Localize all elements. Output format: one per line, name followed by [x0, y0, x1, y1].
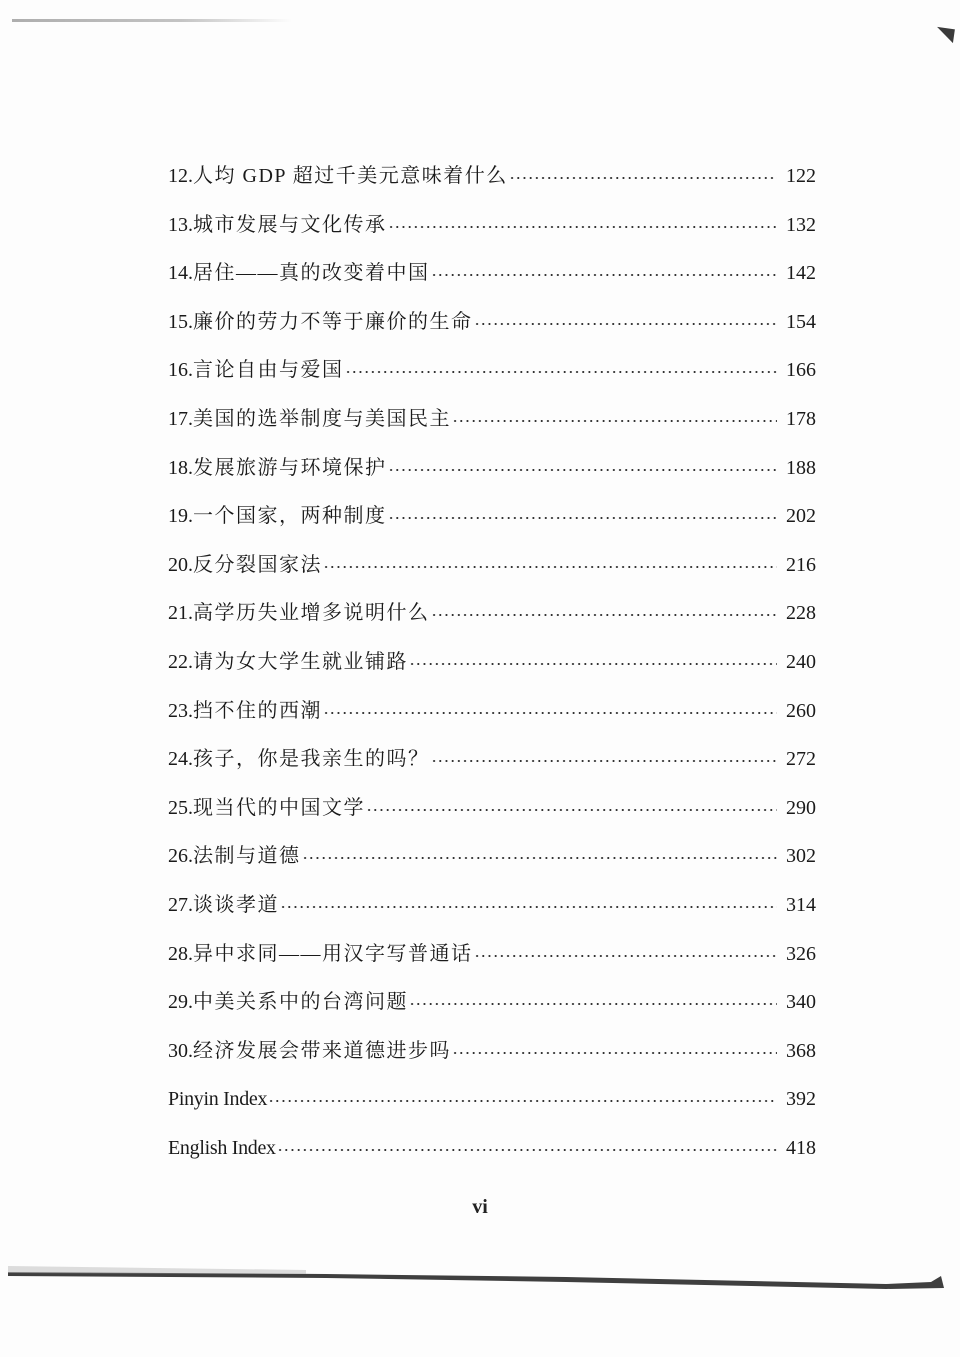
toc-entry-title: Pinyin Index [168, 1088, 268, 1111]
toc-entry[interactable] [168, 881, 816, 930]
dot-leader [409, 987, 777, 1007]
toc-entry-title: 21.高学历失业增多说明什么 [168, 602, 430, 625]
toc-page-number: 202 [786, 505, 816, 528]
toc-page-number: 132 [786, 213, 816, 236]
toc-page-number: 240 [786, 650, 816, 673]
toc-entry[interactable] [168, 152, 816, 201]
toc-entry-title: 22.请为女大学生就业铺路 [168, 650, 408, 673]
toc-entry[interactable] [168, 298, 816, 347]
toc-page-number: 188 [786, 456, 816, 479]
dot-leader [345, 355, 778, 375]
toc-page-number: 228 [786, 602, 816, 625]
dot-leader [409, 647, 777, 667]
toc-entry[interactable] [168, 395, 816, 444]
dot-leader [474, 307, 778, 327]
toc-entry[interactable] [168, 444, 816, 493]
dot-leader [388, 210, 778, 230]
toc-entry[interactable] [168, 201, 816, 250]
toc-page-number: 216 [786, 553, 816, 576]
toc-entry[interactable] [168, 541, 816, 590]
page-number-folio: vi [472, 1196, 488, 1218]
toc-entry-title: 27.谈谈孝道 [168, 893, 279, 916]
toc-entry[interactable] [168, 930, 816, 979]
toc-entry[interactable] [168, 784, 816, 833]
scan-artifact-top-line [12, 19, 292, 22]
scan-artifact-corner-mark [935, 27, 955, 43]
toc-entry[interactable] [168, 1027, 816, 1076]
dot-leader [431, 258, 778, 278]
toc-entry-title: 28.异中求同——用汉字写普通话 [168, 942, 473, 965]
toc-entry-title: 18.发展旅游与环境保护 [168, 456, 387, 479]
toc-page-number: 260 [786, 699, 816, 722]
toc-entry-title: 26.法制与道德 [168, 845, 301, 868]
toc-entry-title: 30.经济发展会带来道德进步吗 [168, 1039, 451, 1062]
dot-leader [302, 841, 778, 861]
toc-page-number: 272 [786, 748, 816, 771]
toc-page-number: 166 [786, 359, 816, 382]
toc-entry-title: 25.现当代的中国文学 [168, 796, 365, 819]
toc-entry-title: 29.中美关系中的台湾问题 [168, 991, 408, 1014]
dot-leader [280, 890, 777, 910]
dot-leader [452, 1036, 777, 1056]
toc-entry[interactable] [168, 589, 816, 638]
scan-artifact-bottom-edge [6, 1262, 946, 1292]
toc-page-number: 290 [786, 796, 816, 819]
dot-leader [388, 501, 778, 521]
toc-entry-title: 16.言论自由与爱国 [168, 359, 344, 382]
toc-entry[interactable] [168, 978, 816, 1027]
toc-entry-title: 17.美国的选举制度与美国民主 [168, 407, 451, 430]
toc-page-number: 392 [786, 1088, 816, 1111]
toc-entry[interactable] [168, 492, 816, 541]
dot-leader [268, 1084, 777, 1104]
toc-entry-title: 13.城市发展与文化传承 [168, 213, 387, 236]
toc-entry[interactable] [168, 638, 816, 687]
toc-entry-title: English Index [168, 1136, 276, 1159]
toc-entry-title: 20.反分裂国家法 [168, 553, 322, 576]
toc-entry-title: 15.廉价的劳力不等于廉价的生命 [168, 310, 473, 333]
toc-page-number: 142 [786, 262, 816, 285]
toc-page-number: 154 [786, 310, 816, 333]
dot-leader [431, 598, 778, 618]
toc-entry-title: 14.居住——真的改变着中国 [168, 262, 430, 285]
dot-leader [277, 1133, 777, 1153]
toc-page-number: 314 [786, 893, 816, 916]
toc-entry-title: 23.挡不住的西潮 [168, 699, 322, 722]
dot-leader [388, 453, 778, 473]
toc-entry-title: 19.一个国家，两种制度 [168, 505, 387, 528]
dot-leader [323, 696, 777, 716]
toc-entry[interactable] [168, 832, 816, 881]
table-of-contents [168, 152, 816, 1172]
dot-leader [431, 744, 778, 764]
dot-leader [452, 404, 777, 424]
toc-entry-english-index[interactable] [168, 1124, 816, 1173]
toc-page-number: 368 [786, 1039, 816, 1062]
toc-page-number: 340 [786, 991, 816, 1014]
dot-leader [474, 939, 778, 959]
toc-page-number: 326 [786, 942, 816, 965]
toc-entry[interactable] [168, 687, 816, 736]
toc-entry-pinyin-index[interactable] [168, 1075, 816, 1124]
toc-page-number: 418 [786, 1136, 816, 1159]
toc-page-number: 302 [786, 845, 816, 868]
dot-leader [366, 793, 777, 813]
dot-leader [323, 550, 777, 570]
toc-page-number: 178 [786, 407, 816, 430]
toc-entry[interactable] [168, 249, 816, 298]
dot-leader [509, 161, 777, 181]
toc-entry[interactable] [168, 735, 816, 784]
toc-entry-title: 12.人均 GDP 超过千美元意味着什么 [168, 165, 508, 187]
toc-page-number: 122 [786, 165, 816, 187]
toc-entry-title: 24.孩子，你是我亲生的吗？ [168, 748, 430, 771]
toc-entry[interactable] [168, 346, 816, 395]
